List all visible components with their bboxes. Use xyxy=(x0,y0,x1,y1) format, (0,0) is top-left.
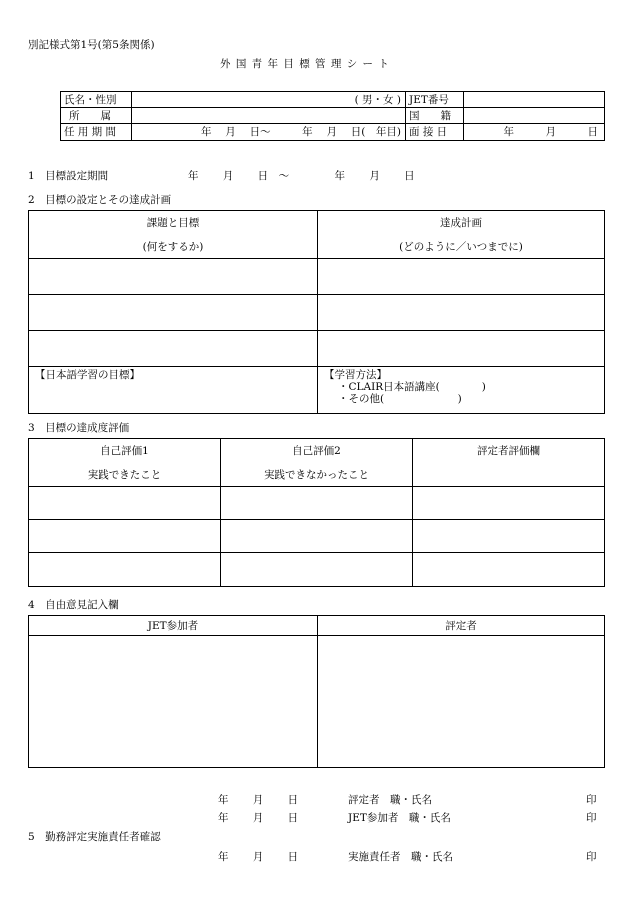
goal-cell-3[interactable] xyxy=(29,331,318,367)
evaluator-seal: 印 xyxy=(586,794,597,806)
goal-cell-1[interactable] xyxy=(29,259,318,295)
section1-period[interactable]: 年 月 日 ～ 年 月 日 xyxy=(188,170,415,182)
japanese-goal-label: 【日本語学習の目標】 xyxy=(35,369,140,381)
plan-col-title: 達成計画 xyxy=(440,216,482,229)
evaluator-name-label: 評定者 職・氏名 xyxy=(348,794,432,806)
plan-cell-2[interactable] xyxy=(318,295,605,331)
jet-participant-seal: 印 xyxy=(586,812,597,824)
affiliation-field[interactable] xyxy=(132,108,406,124)
section2-label: 2 目標の設定とその達成計画 xyxy=(28,194,172,206)
evaluator-eval-title: 評定者評価欄 xyxy=(477,445,540,457)
gender-choice[interactable]: ( 男・女 ) xyxy=(132,92,406,108)
eval-cell-2-1[interactable] xyxy=(29,520,221,553)
self-eval2-header xyxy=(221,439,413,487)
evaluation-table xyxy=(28,438,605,587)
evaluator-opinion-field[interactable] xyxy=(318,636,605,768)
self-eval1-header xyxy=(29,439,221,487)
eval-cell-2-3[interactable] xyxy=(413,520,605,553)
nationality-label: 国 籍 xyxy=(406,108,464,124)
implementer-seal: 印 xyxy=(586,851,597,863)
plan-cell-1[interactable] xyxy=(318,259,605,295)
goal-cell-2[interactable] xyxy=(29,295,318,331)
evaluator-col-header: 評定者 xyxy=(318,616,605,636)
self-eval1-title: 自己評価1 xyxy=(100,444,149,457)
interview-date-value[interactable]: 年 月 日 xyxy=(464,124,605,141)
section5-label: 5 勤務評定実施責任者確認 xyxy=(28,831,161,843)
form-number: 別記様式第1号(第5条関係) xyxy=(28,39,155,51)
study-method-other[interactable]: ・その他( ) xyxy=(338,393,462,405)
study-method-clair[interactable]: ・CLAIR日本語講座( ) xyxy=(338,381,486,393)
implementer-name-label: 実施責任者 職・氏名 xyxy=(348,851,453,863)
jet-number-field[interactable] xyxy=(464,92,605,108)
plan-col-sub: (どのように／いつまでに) xyxy=(399,240,523,253)
goals-col-sub: (何をするか) xyxy=(142,240,204,253)
implementer-date[interactable]: 年 月 日 xyxy=(218,851,299,863)
eval-cell-1-2[interactable] xyxy=(221,487,413,520)
eval-cell-1-1[interactable] xyxy=(29,487,221,520)
eval-cell-3-2[interactable] xyxy=(221,553,413,587)
goals-col-title: 課題と目標 xyxy=(146,216,200,229)
appointment-period-label: 任 用 期 間 xyxy=(61,124,132,141)
page-title: 外 国 青 年 目 標 管 理 シ ー ト xyxy=(220,58,390,70)
plan-cell-3[interactable] xyxy=(318,331,605,367)
jet-number-label: JET番号 xyxy=(406,92,464,108)
name-gender-label: 氏名・性別 xyxy=(61,92,132,108)
evaluator-eval-header xyxy=(413,439,605,487)
appointment-period-value[interactable]: 年 月 日～ 年 月 日( 年目) xyxy=(132,124,406,141)
interview-date-label: 面 接 日 xyxy=(406,124,464,141)
header-table xyxy=(60,91,605,141)
japanese-goal-cell[interactable] xyxy=(29,367,318,414)
nationality-field[interactable] xyxy=(464,108,605,124)
affiliation-label: 所 属 xyxy=(61,108,132,124)
evaluator-date[interactable]: 年 月 日 xyxy=(218,794,299,806)
jet-participant-name-label: JET参加者 職・氏名 xyxy=(348,812,451,824)
self-eval2-title: 自己評価2 xyxy=(292,444,341,457)
section1-label: 1 目標設定期間 xyxy=(28,170,109,182)
jet-participant-date[interactable]: 年 月 日 xyxy=(218,812,299,824)
section3-label: 3 目標の達成度評価 xyxy=(28,422,130,434)
eval-cell-3-1[interactable] xyxy=(29,553,221,587)
section4-label: 4 自由意見記入欄 xyxy=(28,599,119,611)
goals-col-header xyxy=(29,211,318,259)
opinion-table xyxy=(28,615,605,768)
eval-cell-1-3[interactable] xyxy=(413,487,605,520)
study-method-cell[interactable] xyxy=(318,367,605,414)
goals-table xyxy=(28,210,605,414)
study-method-label: 【学習方法】 xyxy=(324,369,387,381)
jet-participant-col-header: JET参加者 xyxy=(29,616,318,636)
plan-col-header xyxy=(318,211,605,259)
self-eval2-sub: 実践できなかったこと xyxy=(264,468,369,481)
self-eval1-sub: 実践できたこと xyxy=(87,468,162,481)
eval-cell-2-2[interactable] xyxy=(221,520,413,553)
eval-cell-3-3[interactable] xyxy=(413,553,605,587)
jet-participant-opinion-field[interactable] xyxy=(29,636,318,768)
